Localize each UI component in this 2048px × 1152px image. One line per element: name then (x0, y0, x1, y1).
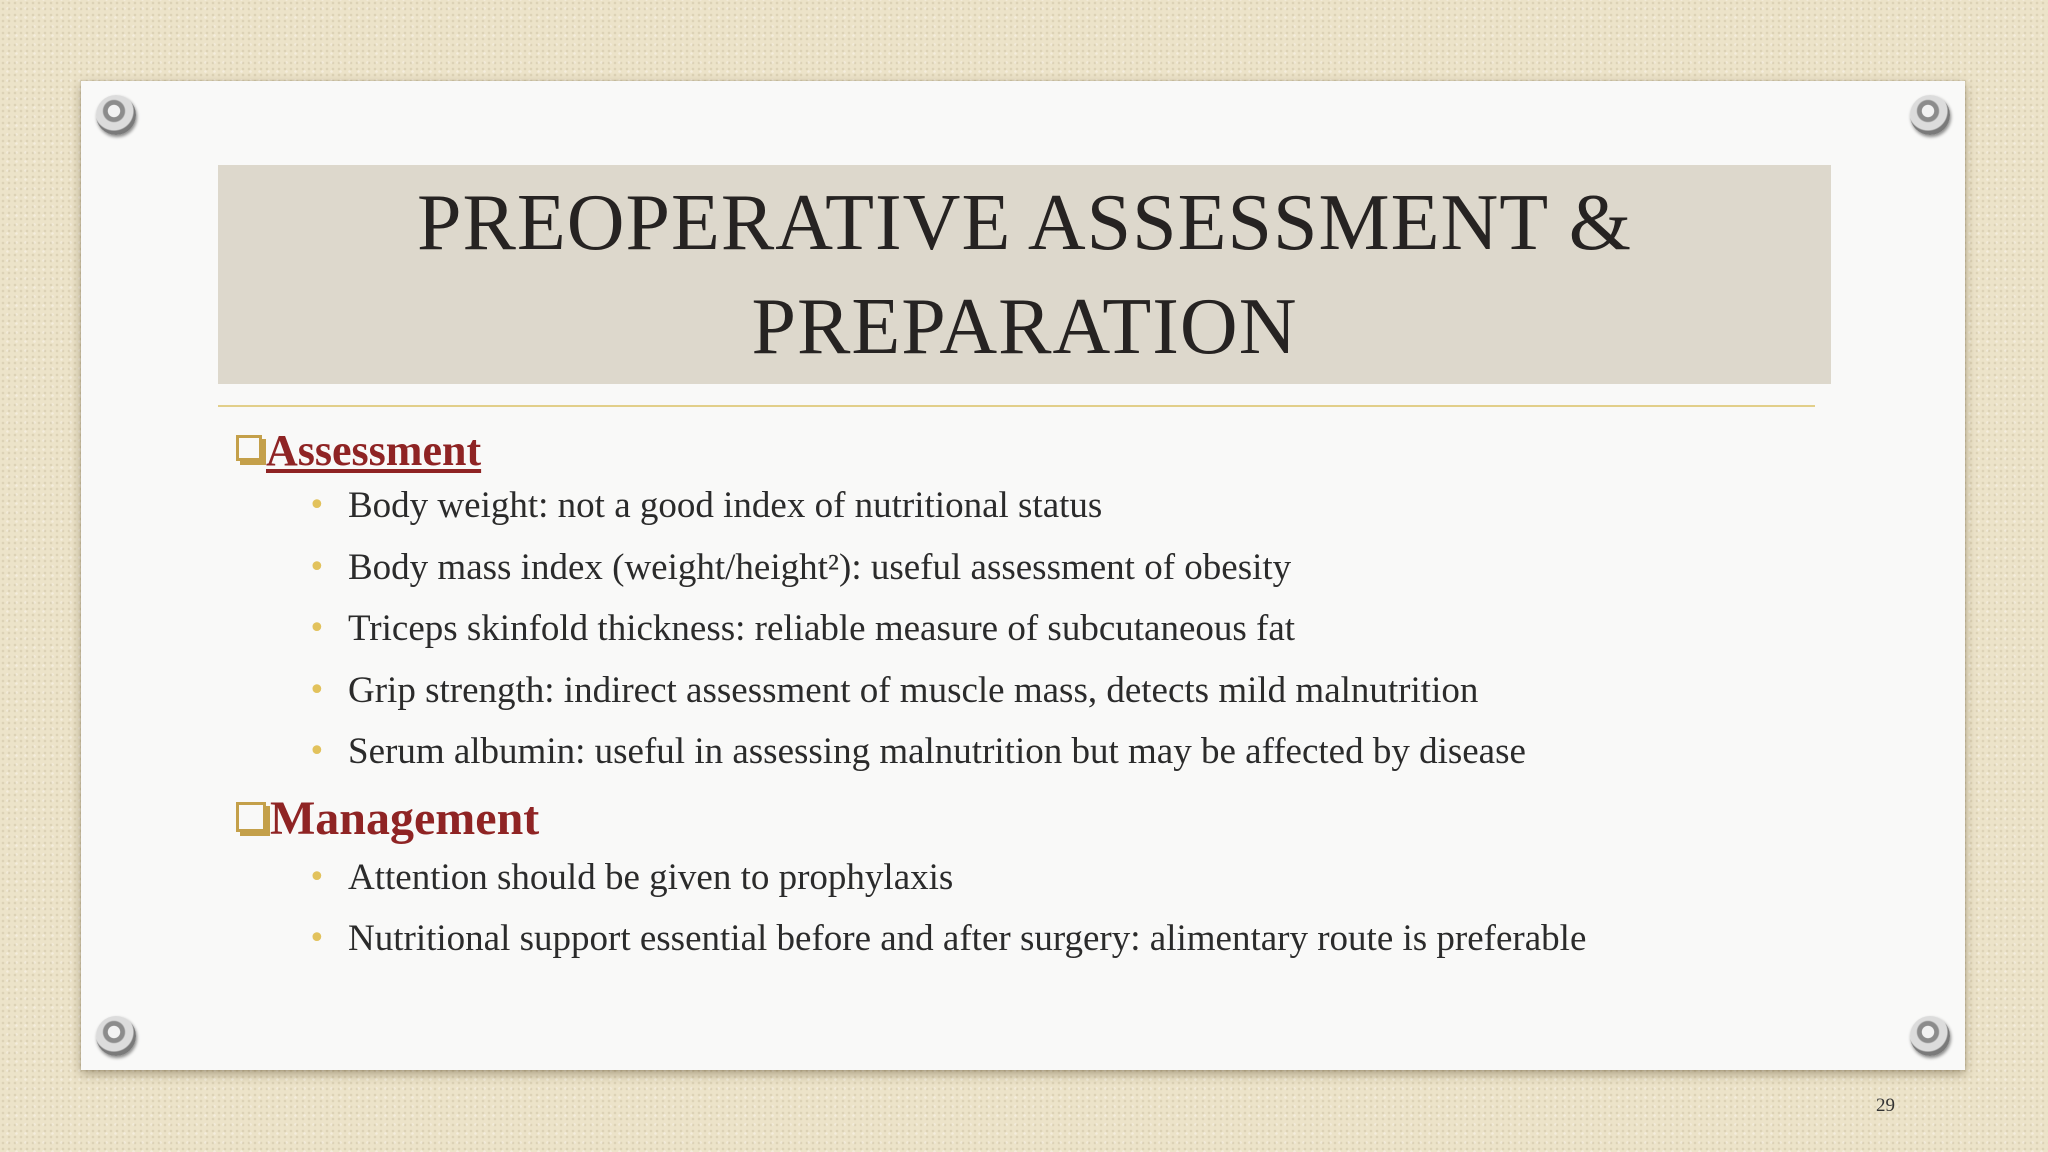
list-item (308, 475, 1836, 537)
list-item (308, 908, 1836, 970)
bullet-icon: • (308, 549, 326, 585)
bullet-list-management (236, 847, 1836, 970)
slide-title-line-2: PREPARATION (751, 282, 1298, 371)
bullet-list-assessment (236, 475, 1836, 783)
title-band (218, 165, 1831, 384)
pushpin-icon (96, 1016, 136, 1056)
list-item-text: Serum albumin: useful in assessing malnutrition but may be affected by disease (348, 731, 1526, 772)
bullet-icon: • (308, 734, 326, 769)
pushpin-icon (1910, 1016, 1950, 1056)
list-item-text: Nutritional support essential before and after surgery: alimentary route is preferable (348, 918, 1587, 959)
slide-title-line-1: PREOPERATIVE ASSESSMENT & (417, 178, 1632, 267)
bullet-icon: • (308, 672, 326, 708)
section-heading-label: Management (270, 792, 540, 845)
list-item-text: Triceps skinfold thickness: reliable measure of subcutaneous fat (348, 608, 1296, 649)
title-divider (218, 405, 1815, 407)
section-heading-label: Assessment (266, 425, 482, 475)
list-item-text: Grip strength: indirect assessment of muscle mass, detects mild malnutrition (348, 669, 1479, 711)
page-number: 29 (1876, 1095, 1895, 1116)
slide-content (236, 425, 1836, 970)
pushpin-icon (1910, 95, 1950, 135)
list-item (308, 660, 1836, 722)
bullet-icon: • (308, 611, 326, 646)
pushpin-icon (96, 95, 136, 135)
slide-title (417, 171, 1632, 379)
checkbox-icon (236, 435, 262, 461)
list-item (308, 721, 1836, 783)
bullet-icon: • (308, 859, 326, 895)
list-item-text: Attention should be given to prophylaxis (348, 856, 954, 898)
checkbox-icon (236, 802, 266, 832)
list-item (308, 537, 1836, 599)
list-item (308, 847, 1836, 909)
section-heading-assessment (236, 425, 1836, 475)
slide-card (81, 81, 1965, 1116)
bullet-icon: • (308, 488, 326, 523)
section-heading-management (236, 791, 1836, 847)
bullet-icon: • (308, 921, 326, 956)
list-item-text: Body weight: not a good index of nutritional status (348, 485, 1103, 526)
list-item-text: Body mass index (weight/height²): useful assessment of obesity (348, 546, 1292, 588)
list-item (308, 598, 1836, 660)
